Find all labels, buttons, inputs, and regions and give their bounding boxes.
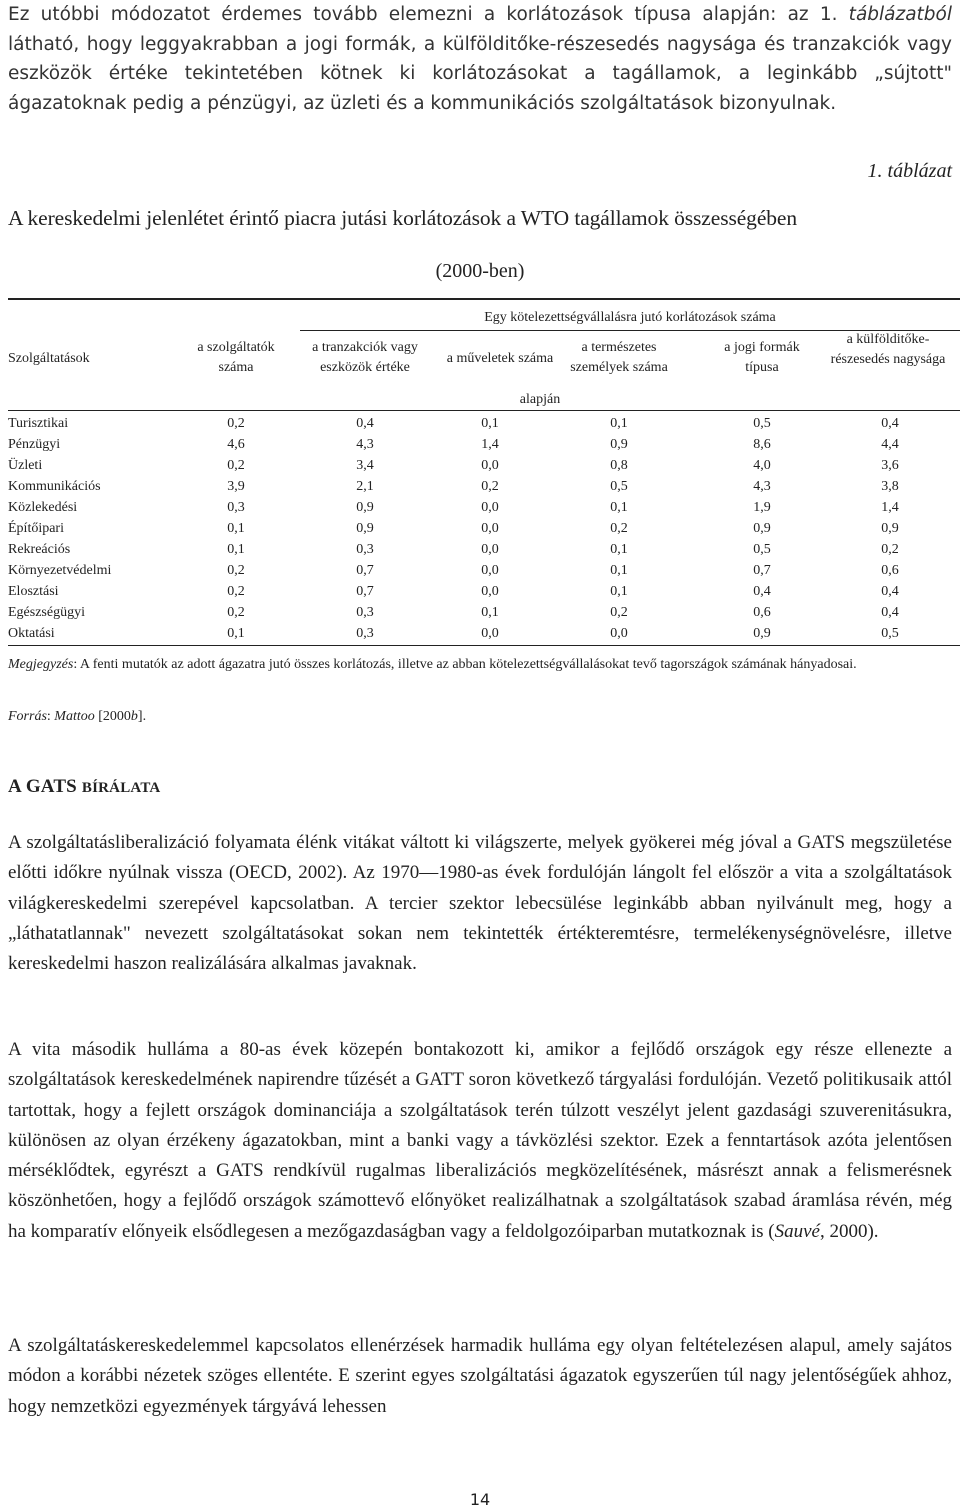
- table-row: [8, 560, 960, 581]
- source-year-suffix: b: [130, 709, 138, 724]
- table-cell: 0,9: [753, 521, 771, 536]
- table-cell: 4,4: [881, 437, 899, 452]
- table-row: [8, 518, 960, 539]
- table-cell: 3,8: [881, 479, 899, 494]
- table-cell: 0,2: [227, 605, 245, 620]
- table-cell: 0,2: [881, 542, 899, 557]
- table-cell: 0,5: [881, 626, 899, 641]
- table-cell: 0,0: [610, 626, 628, 641]
- table-row: [8, 413, 960, 434]
- table-cell: 0,2: [481, 479, 499, 494]
- table-cell: 3,4: [356, 458, 374, 473]
- table-cell: 0,4: [753, 584, 771, 599]
- table-cell: 0,3: [227, 500, 245, 515]
- source-year-close: ].: [137, 709, 147, 724]
- table-cell: 0,4: [881, 584, 899, 599]
- header-bottom-rule: [8, 410, 960, 411]
- note-label: Megjegyzés: [8, 657, 74, 672]
- table-cell: 1,4: [881, 500, 899, 515]
- table-cell: 0,2: [227, 584, 245, 599]
- table-cell: 0,1: [227, 521, 245, 536]
- table-cell: 0,9: [356, 500, 374, 515]
- table-bottom-rule: [8, 645, 960, 646]
- table-cell: 2,1: [356, 479, 374, 494]
- table-cell: 0,0: [481, 521, 499, 536]
- source-author: Mattoo: [54, 709, 95, 724]
- source-label: Forrás: [8, 709, 47, 724]
- paragraph-2-text: A vita második hulláma a 80-as évek közepén bontakozott ki, amikor a fejlődő országok egy része ellenezte a szolgáltatások kereskedelmének napirendre tűzését a GATT soron következő tárgyalási fordulóján. Vezető politikusaik attól tartottak, hogy a fejlett országok dominanciája a szolgáltatások terén túlzott veszélyt jelent gazdasági szuverenitásukra, különösen az olyan érzékeny ágazatokban, mint a banki vagy a távközlési szektor. Ezek a fenntartások azóta jelentősen mérséklődtek, egyrészt a GATS rendkívül rugalmas liberalizációs megközelítésének, másrészt annak a felismerésnek köszönhetően, hogy a fejlődő országok számottevő előnyöket realizálhatnak a szolgáltatások szabad áramlása révén, még ha komparatív előnyeik elsődlegesen a mezőgazdaságban vagy a feldolgozóiparban mutatkoznak is (: [8, 1039, 952, 1242]
- table-cell: 0,8: [610, 458, 628, 473]
- table-cell: 1,9: [753, 500, 771, 515]
- row-label: Pénzügyi: [8, 437, 61, 452]
- table-cell: 0,9: [881, 521, 899, 536]
- table-cell: 0,6: [881, 563, 899, 578]
- section-heading: [8, 776, 160, 798]
- intro-paragraph: [8, 0, 952, 118]
- table-row: [8, 623, 960, 644]
- row-label: Elosztási: [8, 584, 59, 599]
- paragraph-2-year: , 2000).: [819, 1220, 879, 1242]
- table-cell: 0,2: [610, 605, 628, 620]
- table-cell: 0,3: [356, 626, 374, 641]
- column-header-3: a műveletek száma: [446, 351, 554, 366]
- table-label: 1. táblázat: [867, 160, 952, 182]
- table-cell: 0,4: [881, 416, 899, 431]
- source-separator: :: [46, 709, 55, 724]
- table-cell: 0,2: [227, 416, 245, 431]
- table-cell: 0,1: [610, 416, 628, 431]
- table-cell: 0,6: [753, 605, 771, 620]
- table-top-rule: [8, 298, 960, 300]
- table-cell: 0,0: [481, 500, 499, 515]
- paragraph-2-author: Sauvé: [774, 1220, 820, 1242]
- table-cell: 0,7: [356, 563, 374, 578]
- column-header-6: a külfölditőke-részesedés nagysága: [830, 332, 946, 367]
- table-row: [8, 581, 960, 602]
- table-row: [8, 602, 960, 623]
- table-cell: 0,3: [356, 605, 374, 620]
- intro-text-2: látható, hogy leggyakrabban a jogi formák, a külfölditőke-részesedés nagysága és tranzakciók vagy eszközök értéke tekintetében kötnek ki korlátozásokat a tagállamok, a leginkább „sújtott" ágazatoknak pedig a pénzügyi, az üzleti és a kommunikációs szolgáltatások bizonyulnak.: [8, 33, 952, 114]
- row-label: Rekreációs: [8, 542, 71, 557]
- note-text: : A fenti mutatók az adott ágazatra jutó összes korlátozás, illetve az abban kötelezettségvállalásokat tevő tagországok számának hányadosai.: [73, 657, 857, 672]
- table-row: [8, 497, 960, 518]
- table-cell: 0,1: [610, 563, 628, 578]
- table-subtitle: (2000-ben): [435, 260, 525, 282]
- table-cell: 0,0: [481, 542, 499, 557]
- row-header: Szolgáltatások: [8, 351, 90, 366]
- table-cell: 0,0: [481, 626, 499, 641]
- table-cell: 0,0: [481, 563, 499, 578]
- table-cell: 0,7: [753, 563, 771, 578]
- row-label: Oktatási: [8, 626, 55, 641]
- table-cell: 0,1: [610, 542, 628, 557]
- table-cell: 3,9: [227, 479, 245, 494]
- table-cell: 0,9: [753, 626, 771, 641]
- row-label: Egészségügyi: [8, 605, 85, 620]
- table-cell: 4,0: [753, 458, 771, 473]
- paragraph-2: [8, 1035, 952, 1247]
- table-row: [8, 476, 960, 497]
- table-cell: 4,6: [227, 437, 245, 452]
- row-label: Kommunikációs: [8, 479, 101, 494]
- table-cell: 0,9: [610, 437, 628, 452]
- table-cell: 8,6: [753, 437, 771, 452]
- table-note: [8, 654, 952, 675]
- table-cell: 3,6: [881, 458, 899, 473]
- table-cell: 0,5: [753, 416, 771, 431]
- table-cell: 0,3: [356, 542, 374, 557]
- table-cell: 0,2: [610, 521, 628, 536]
- intro-table-reference: táblázatból: [837, 4, 952, 25]
- table-title: A kereskedelmi jelenlétet érintő piacra jutási korlátozások a WTO tagállamok összességében: [8, 206, 798, 230]
- table-cell: 0,1: [481, 416, 499, 431]
- table-cell: 0,0: [481, 458, 499, 473]
- table-cell: 0,4: [356, 416, 374, 431]
- row-label: Közlekedési: [8, 500, 78, 515]
- table-row: [8, 455, 960, 476]
- table-cell: 0,7: [356, 584, 374, 599]
- column-header-4: a természetes személyek száma: [570, 340, 668, 375]
- table-source: [8, 706, 146, 727]
- paragraph-1: A szolgáltatásliberalizáció folyamata élénk vitákat váltott ki világszerte, melyek gyökerei még jóval a GATS megszületése előtti időkre nyúlnak vissza (OECD, 2002). Az 1970—1980-as évek fordulóján lángolt fel először a vita a szolgáltatások világkereskedelmi szerepével kapcsolatban. A tercier szektor lebecsülése leginkább abban nyilvánult meg, hogy a „láthatatlannak" nevezett szolgáltatásokat sokan nem tekintették értékteremtésre, termelékenységnövelésre, illetve kereskedelmi haszon realizálására alkalmas javaknak.: [8, 832, 952, 975]
- basis-label: alapján: [519, 392, 561, 407]
- page-number: 14: [469, 1490, 491, 1509]
- table-cell: 0,1: [481, 605, 499, 620]
- table-cell: 0,1: [227, 542, 245, 557]
- intro-text-1: Ez utóbbi módozatot érdemes tovább elemezni a korlátozások típusa alapján: az 1.: [8, 4, 838, 25]
- table-cell: 0,1: [610, 500, 628, 515]
- section-heading-main: A GATS: [8, 776, 82, 797]
- table-cell: 0,2: [227, 563, 245, 578]
- table-row: [8, 434, 960, 455]
- table-cell: 0,5: [753, 542, 771, 557]
- source-year: [2000: [94, 709, 131, 724]
- table-cell: 0,9: [356, 521, 374, 536]
- column-header-5: a jogi formák típusa: [724, 340, 800, 375]
- table-cell: 0,1: [227, 626, 245, 641]
- row-label: Üzleti: [8, 458, 43, 473]
- group-header: Egy kötelezettségvállalásra jutó korlátozások száma: [484, 310, 776, 325]
- table-cell: 1,4: [481, 437, 499, 452]
- table-cell: 0,2: [227, 458, 245, 473]
- table-cell: 0,0: [481, 584, 499, 599]
- paragraph-3: A szolgáltatáskereskedelemmel kapcsolatos ellenérzések harmadik hulláma egy olyan feltételezésen alapul, amely sajátos módon a korábbi nézetek szöges ellentéte. E szerint egyes szolgáltatási ágazatok egyszerűen túl nagy jelentőségűek ahhoz, hogy nemzetközi egyezmények tárgyává lehessen: [8, 1335, 952, 1417]
- table-cell: 0,4: [881, 605, 899, 620]
- table-cell: 4,3: [753, 479, 771, 494]
- section-heading-smallcaps: BÍRÁLATA: [81, 780, 161, 796]
- table-cell: 0,5: [610, 479, 628, 494]
- row-label: Építőipari: [8, 521, 64, 536]
- table-cell: 0,1: [610, 584, 628, 599]
- column-header-2: a tranzakciók vagy eszközök értéke: [312, 340, 418, 375]
- row-label: Környezetvédelmi: [8, 563, 112, 578]
- row-label: Turisztikai: [8, 416, 69, 431]
- table-row: [8, 539, 960, 560]
- column-header-1: a szolgáltatók száma: [197, 340, 275, 375]
- table-cell: 4,3: [356, 437, 374, 452]
